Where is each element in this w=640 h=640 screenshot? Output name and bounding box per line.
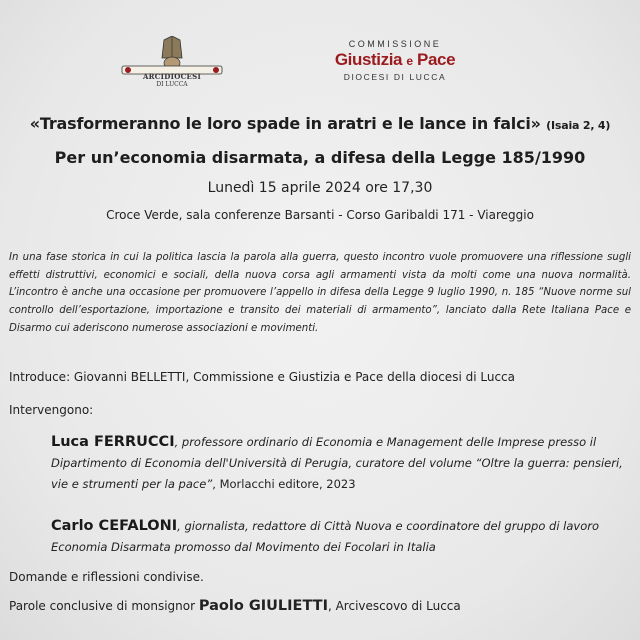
event-place: Croce Verde, sala conferenze Barsanti - Corso Garibaldi 171 - Viareggio: [106, 208, 534, 222]
intervengono-label: Intervengono:: [9, 403, 94, 417]
speaker-description: , professore ordinario di Economia e Management delle Imprese presso il Dipartimento di Economia dell'Università di Perugia, curatore del volume: [51, 435, 597, 470]
speaker-name: Carlo CEFALONI: [51, 518, 178, 534]
speaker-name: Luca FERRUCCI: [51, 434, 175, 450]
bishop-mitre-crest-icon: [120, 36, 224, 76]
logo-left-name: ARCIDIOCESI: [142, 72, 202, 81]
intro-paragraph: In una fase storica in cui la politica lascia la parola alla guerra, questo incontro vuole promuovere una riflessione sugli effetti distruttivi, economici e sociali, della nuova corsa agli armamenti vista da molti come una nuova normalità. L’incontro è anche una occasione per promuovere l’appello in difesa della Legge 9 luglio 1990, n. 185 “Nuove norme sul controllo dell’esportazione, importazione e transito dei materiali di armamento”, lanciato dalla Rete Italiana Pace e Disarmo cui aderiscono numerose associazioni e movimenti.: [9, 252, 631, 334]
logo-right-line3: DIOCESI DI LUCCA: [343, 72, 447, 82]
speaker-cefaloni: [51, 516, 631, 558]
questions-line: Domande e riflessioni condivise.: [9, 570, 204, 584]
logo-right-line2: [318, 50, 472, 71]
event-date: Lunedì 15 aprile 2024 ore 17,30: [207, 180, 433, 196]
logo-right-line1: COMMISSIONE: [348, 39, 442, 49]
subtitle: Per un’economia disarmata, a difesa della Legge 185/1990: [54, 148, 586, 167]
arcidiocesi-logo: [120, 36, 224, 86]
speaker-description: , giornalista, redattore di Città Nuova e coordinatore del gruppo di lavoro Economia Disarmata promosso dal Movimento dei Focolari in Italia: [51, 519, 600, 554]
quote-reference: (Isaia 2, 4): [546, 119, 611, 132]
speaker-ferrucci: [51, 432, 631, 495]
logo-word-giustizia: Giustizia: [334, 50, 407, 69]
speaker-book: “Oltre la guerra: pensieri, vie e strumenti per la pace”: [51, 456, 623, 491]
logo-word-pace: Pace: [412, 50, 456, 69]
commissione-logo: [318, 38, 472, 84]
closing-suffix: , Arcivescovo di Lucca: [327, 599, 461, 613]
closing-name: Paolo GIULIETTI: [198, 598, 328, 614]
quote-title: [0, 114, 640, 133]
speaker-publisher: , Morlacchi editore, 2023: [212, 477, 356, 491]
logo-left-city: DI LUCCA: [156, 81, 188, 88]
closing-line: [9, 598, 461, 614]
logo-word-e: e: [406, 54, 413, 68]
closing-prefix: Parole conclusive di monsignor: [9, 599, 199, 613]
introduce-line: Introduce: Giovanni BELLETTI, Commissione e Giustizia e Pace della diocesi di Lucca: [9, 370, 515, 384]
quote-text: «Trasformeranno le loro spade in aratri e le lance in falci»: [29, 114, 541, 133]
